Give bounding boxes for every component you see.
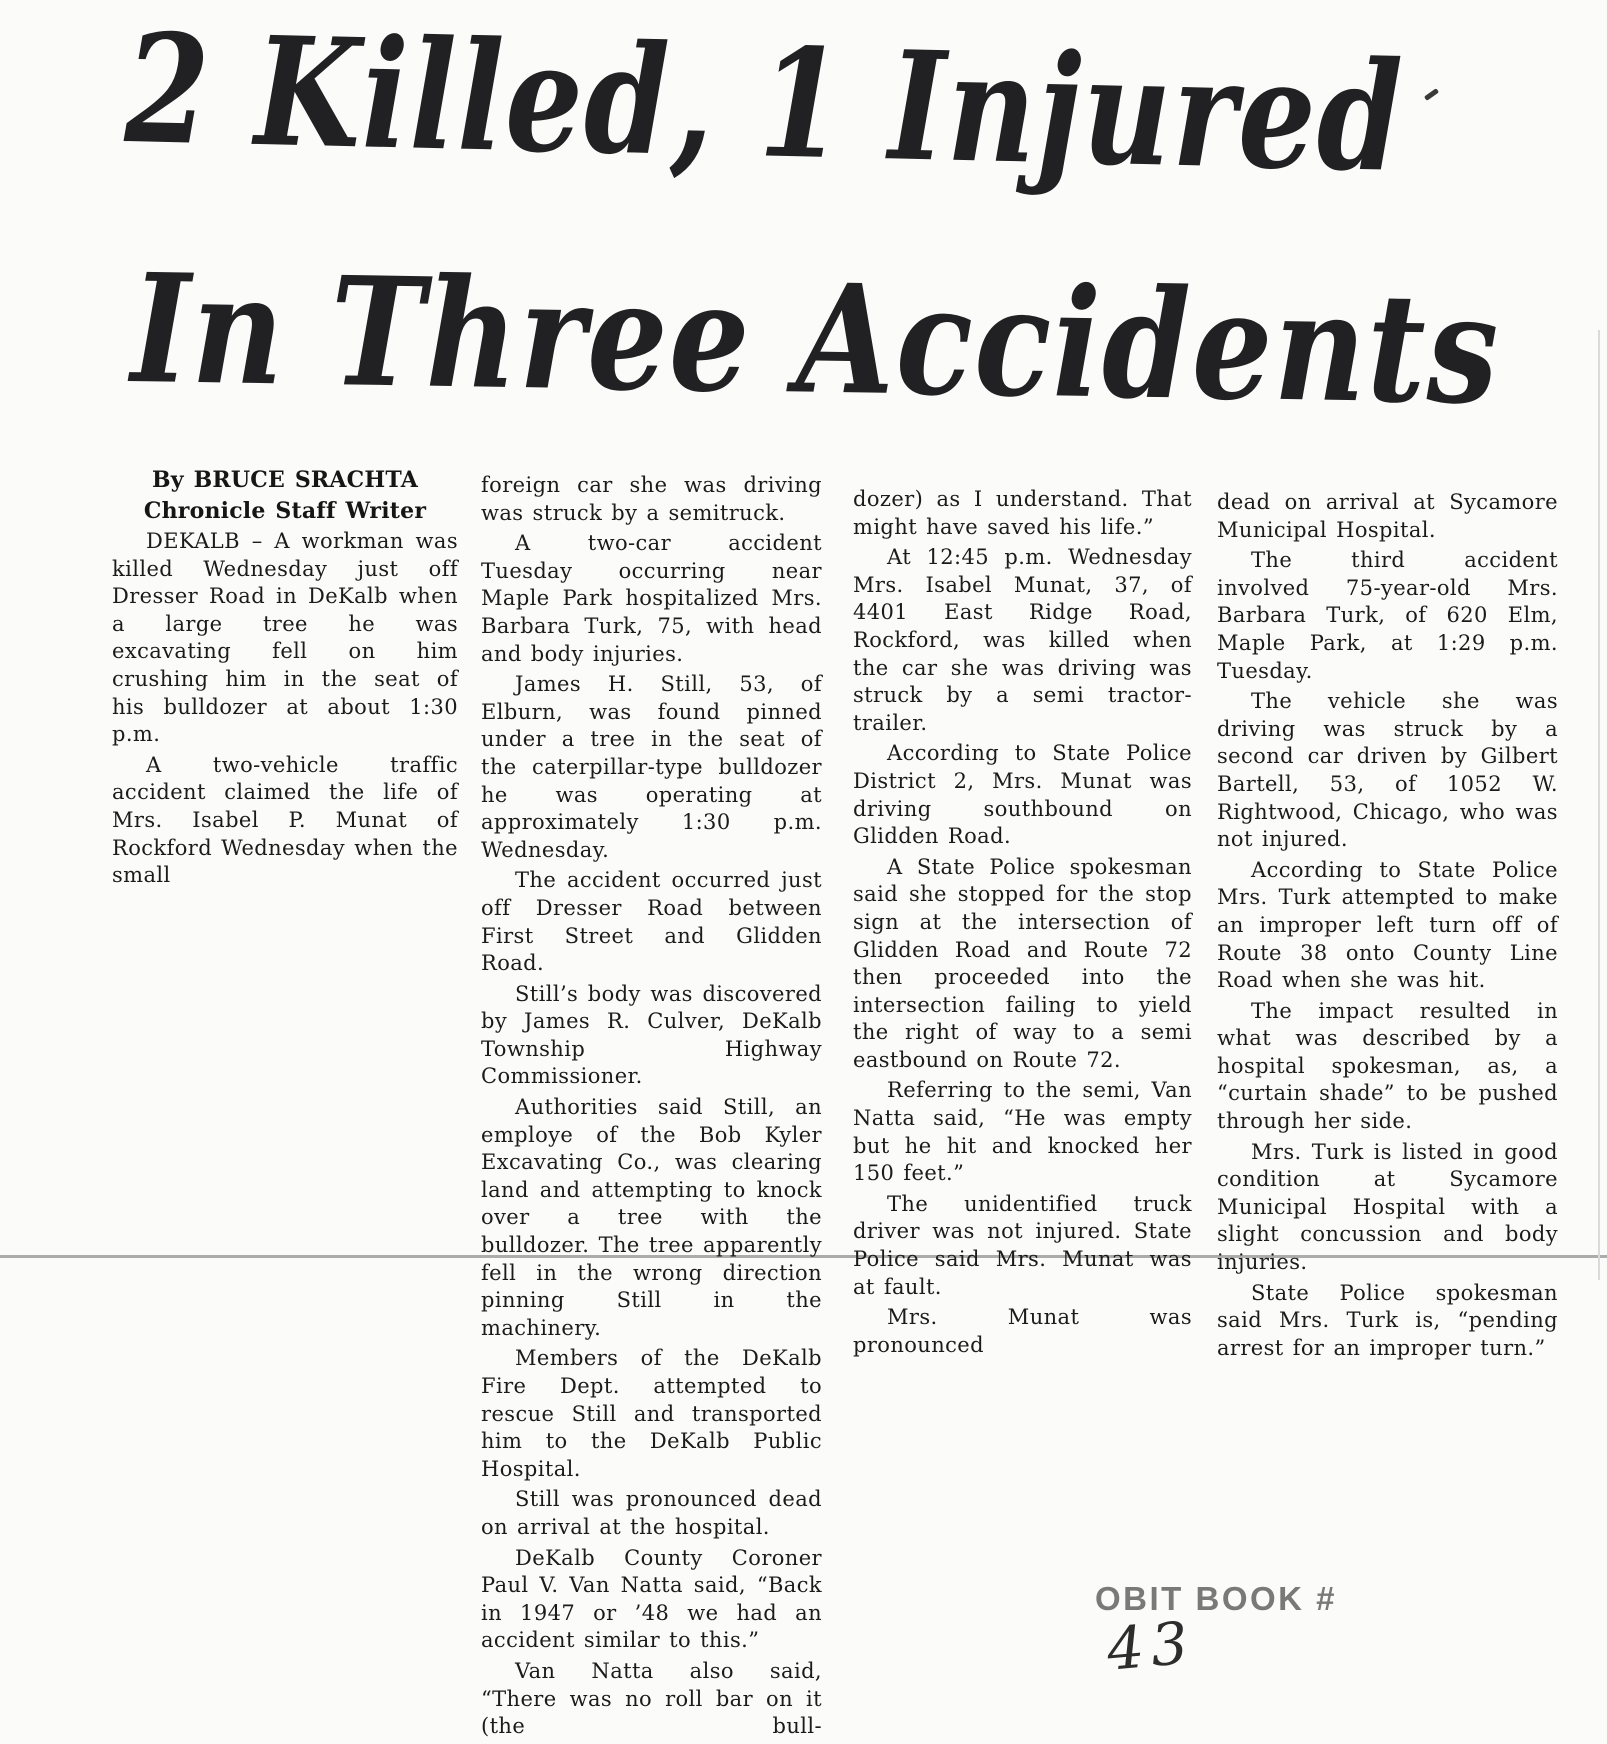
obit-book-stamp (1095, 1580, 1415, 1690)
byline-credit: Chronicle Staff Writer (143, 498, 427, 524)
article-column-2 (481, 472, 822, 1744)
article-paragraph: DeKalb County Coroner Paul V. Van Natta said, “Back in 1947 or ’48 we had an accident similar to this.” (481, 1545, 822, 1653)
article-paragraph: DEKALB – A workman was killed Wednesday just off Dresser Road in DeKalb when a large tree he was excavating fell on him crushing him in the seat of his bulldozer at about 1:30 p.m. (112, 529, 458, 747)
article-paragraph: foreign car she was driving was struck by a semitruck. (481, 473, 822, 525)
article-paragraph: dozer) as I understand. That might have saved his life.” (853, 487, 1192, 539)
article-column-4 (1217, 489, 1558, 1365)
article-paragraph: The unidentified truck driver was not injured. State Police said Mrs. Munat was at fault. (853, 1191, 1192, 1299)
headline-line-1: 2 Killed, 1 Injured (123, 1, 1406, 206)
article-paragraph: James H. Still, 53, of Elburn, was found pinned under a tree in the seat of the caterpillar-type bulldozer he was operating at approximately 1:30 p.m. Wednesday. (481, 672, 822, 862)
column-1-text (112, 528, 458, 890)
article-paragraph: State Police spokesman said Mrs. Turk is, “pending arrest for an improper turn.” (1217, 1280, 1558, 1360)
article-paragraph: The accident occurred just off Dresser Road between First Street and Glidden Road. (481, 868, 822, 976)
headline-line-2: In Three Accidents (130, 241, 1501, 439)
obit-book-stamp-label: OBIT BOOK # (1095, 1580, 1338, 1617)
column-2-text (481, 472, 822, 1741)
article-paragraph: Van Natta also said, “There was no roll bar on it (the bull- (481, 1658, 822, 1739)
article-paragraph: The third accident involved 75-year-old Mrs. Barbara Turk, of 620 Elm, Maple Park, at 1:29 p.m. Tuesday. (1217, 548, 1558, 683)
scan-edge-artifact (1598, 330, 1600, 1280)
handwritten-obit-book-number: 43 (1104, 1608, 1198, 1684)
article-paragraph: Referring to the semi, Van Natta said, “He was empty but he hit and knocked her 150 feet.” (853, 1078, 1192, 1186)
article-paragraph: A two-car accident Tuesday occurring near Maple Park hospitalized Mrs. Barbara Turk, 75, with head and body injuries. (481, 531, 822, 666)
article-paragraph: Authorities said Still, an employe of the Bob Kyler Excavating Co., was clearing land and attempting to knock over a tree with the bulldozer. The tree apparently fell in the wrong direction pinning Still in the machinery. (481, 1095, 822, 1340)
column-3-text (853, 486, 1192, 1359)
byline-author: By BRUCE SRACHTA (151, 467, 418, 493)
article-paragraph: dead on arrival at Sycamore Municipal Hospital. (1217, 490, 1558, 542)
article-paragraph: According to State Police Mrs. Turk attempted to make an improper left turn off of Route 38 onto County Line Road when she was hit. (1217, 857, 1558, 993)
article-paragraph: Mrs. Munat was pronounced (853, 1305, 1192, 1357)
article-column-1 (112, 466, 458, 893)
article-paragraph: The impact resulted in what was described by a hospital spokesman, as, a “curtain shade” to be pushed through her side. (1217, 998, 1558, 1134)
column-4-text (1217, 489, 1558, 1362)
article-paragraph: The vehicle she was driving was struck by a second car driven by Gilbert Bartell, 53, of 1052 W. Rightwood, Chicago, who was not injured. (1217, 689, 1558, 852)
article-column-3 (853, 486, 1192, 1362)
article-paragraph: Still was pronounced dead on arrival at the hospital. (481, 1487, 822, 1539)
article-paragraph: A two-vehicle traffic accident claimed the life of Mrs. Isabel P. Munat of Rockford Wednesday when the small (112, 752, 458, 888)
article-paragraph: At 12:45 p.m. Wednesday Mrs. Isabel Munat, 37, of 4401 East Ridge Road, Rockford, was killed when the car she was driving was struck by a semi tractor-trailer. (853, 545, 1192, 735)
ink-speck (1424, 88, 1439, 101)
article-paragraph: Members of the DeKalb Fire Dept. attempted to rescue Still and transported him to the DeKalb Public Hospital. (481, 1346, 822, 1481)
article-paragraph: According to State Police District 2, Mrs. Munat was driving southbound on Glidden Road. (853, 741, 1192, 849)
article-paragraph: Mrs. Turk is listed in good condition at Sycamore Municipal Hospital with a slight concussion and body injuries. (1217, 1139, 1558, 1275)
article-paragraph: Still’s body was discovered by James R. Culver, DeKalb Township Highway Commissioner. (481, 981, 822, 1089)
article-paragraph: A State Police spokesman said she stopped for the stop sign at the intersection of Glidden Road and Route 72 then proceeded into the intersection failing to yield the right of way to a semi eastbound on Route 72. (853, 854, 1192, 1072)
